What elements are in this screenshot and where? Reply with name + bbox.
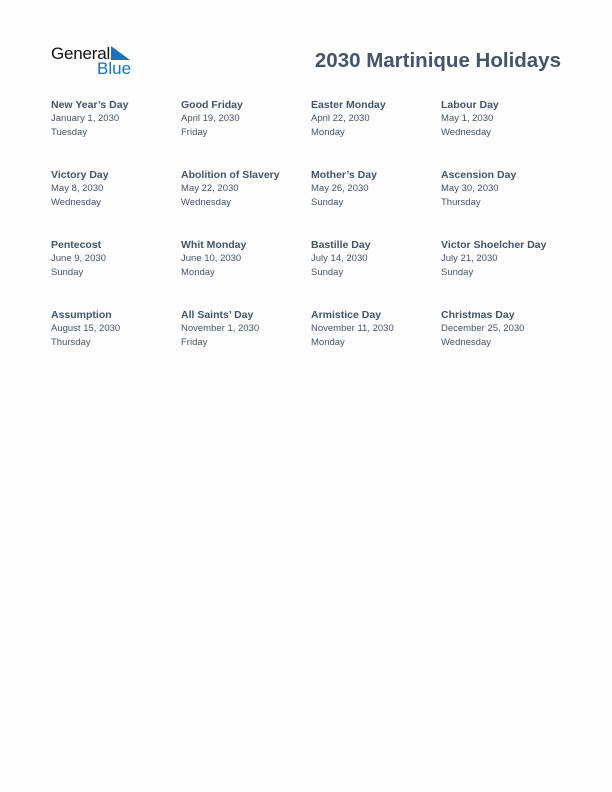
holiday-item [311,308,441,378]
holiday-weekday: Monday [311,126,345,138]
holiday-weekday: Tuesday [51,126,88,138]
holiday-name: Abolition of Slavery [181,169,280,181]
holiday-item [51,238,181,308]
holiday-name: All Saints’ Day [181,309,254,321]
holiday-weekday: Wednesday [51,196,101,208]
holiday-item [441,238,571,308]
holiday-weekday: Sunday [51,266,84,278]
holiday-name: Good Friday [181,99,243,111]
holiday-item [51,168,181,238]
holiday-weekday: Thursday [51,336,91,348]
holiday-weekday: Wednesday [441,336,491,348]
holiday-name: Bastille Day [311,239,371,251]
holiday-name: Christmas Day [441,309,515,321]
holiday-date: August 15, 2030 [51,323,121,334]
holiday-date: November 11, 2030 [311,323,394,334]
holiday-name: Easter Monday [311,99,386,111]
holiday-weekday: Wednesday [181,196,231,208]
holidays-grid [51,98,571,378]
holiday-weekday: Sunday [311,266,344,278]
holiday-date: May 1, 2030 [441,113,494,124]
holiday-name: Victory Day [51,169,109,181]
holiday-item [181,238,311,308]
page-title: 2030 Martinique Holidays [314,49,561,72]
logo-text-blue: Blue [97,59,132,78]
holiday-item [181,308,311,378]
holiday-name: Assumption [51,309,112,321]
holiday-name: Labour Day [441,99,499,111]
holiday-date: July 21, 2030 [441,253,498,264]
holiday-item [311,238,441,308]
holiday-name: Ascension Day [441,169,517,181]
holiday-item [51,98,181,168]
holiday-name: Armistice Day [311,309,382,321]
holiday-weekday: Monday [181,266,215,278]
holiday-date: July 14, 2030 [311,253,368,264]
holiday-item [441,308,571,378]
holiday-item [51,308,181,378]
holiday-weekday: Wednesday [441,126,491,138]
holiday-date: May 22, 2030 [181,183,239,194]
holiday-weekday: Friday [181,336,208,348]
holiday-name: Mother’s Day [311,169,377,181]
logo-text-general: General [51,44,111,63]
holiday-item [181,168,311,238]
holiday-date: May 26, 2030 [311,183,369,194]
holiday-weekday: Monday [311,336,345,348]
holiday-name: Whit Monday [181,239,247,251]
holiday-date: June 9, 2030 [51,253,106,264]
holiday-weekday: Sunday [441,266,474,278]
holiday-date: April 19, 2030 [181,113,240,124]
holiday-date: December 25, 2030 [441,323,525,334]
holiday-date: November 1, 2030 [181,323,260,334]
holiday-weekday: Thursday [441,196,481,208]
holiday-date: April 22, 2030 [311,113,370,124]
holiday-name: New Year’s Day [51,99,129,111]
holiday-date: June 10, 2030 [181,253,242,264]
holiday-weekday: Sunday [311,196,344,208]
holiday-item [311,168,441,238]
flag-icon [111,46,130,60]
holiday-name: Pentecost [51,239,102,251]
holiday-name: Victor Shoelcher Day [441,239,547,251]
holiday-item [441,98,571,168]
holiday-date: May 8, 2030 [51,183,104,194]
holiday-item [181,98,311,168]
holiday-item [441,168,571,238]
holiday-weekday: Friday [181,126,208,138]
generalblue-logo [51,44,141,78]
holiday-date: January 1, 2030 [51,113,120,124]
holiday-date: May 30, 2030 [441,183,499,194]
holiday-item [311,98,441,168]
